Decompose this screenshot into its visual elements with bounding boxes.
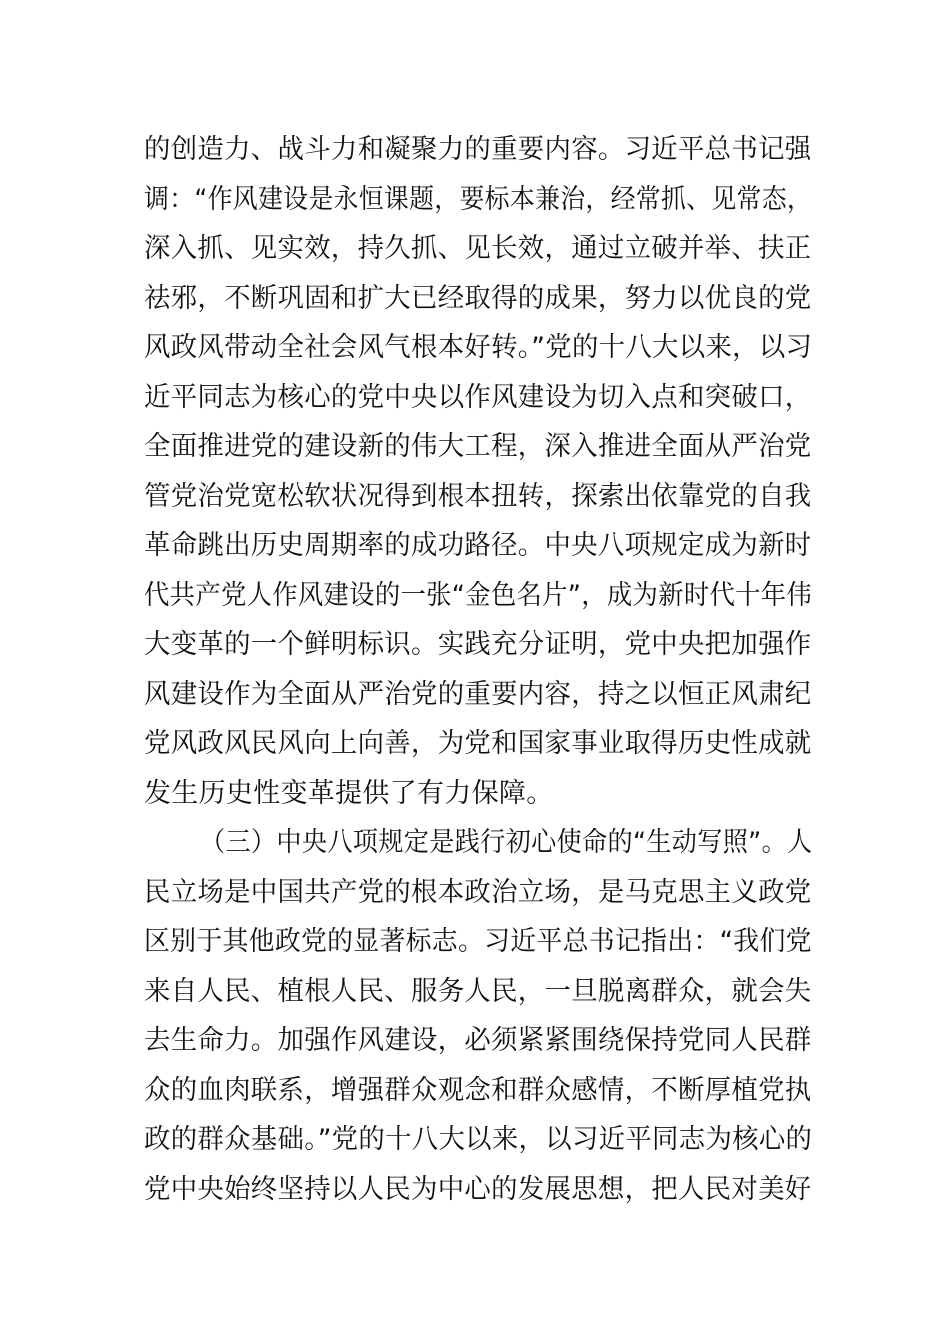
text-line: 风建设作为全面从严治党的重要内容，持之以恒正风肃纪 (144, 679, 812, 710)
text-line: 管党治党宽松软状况得到根本扭转，探索出依靠党的自我 (144, 481, 812, 512)
text-line: 去生命力。加强作风建设，必须紧紧围绕保持党同人民群 (144, 1025, 812, 1056)
text-line: 发生历史性变革提供了有力保障。 (144, 778, 554, 809)
text-line: 革命跳出历史周期率的成功路径。中央八项规定成为新时 (144, 530, 812, 561)
text-line: 风政风带动全社会风气根本好转。”党的十八大以来，以习 (144, 332, 813, 363)
text-line: 大变革的一个鲜明标识。实践充分证明，党中央把加强作 (144, 629, 812, 660)
section-heading-line: （三）中央八项规定是践行初心使命的“生动写照”。人 (200, 827, 813, 858)
text-line: 深入抓、见实效，持久抓、见长效，通过立破并举、扶正 (144, 233, 812, 264)
text-line: 代共产党人作风建设的一张“金色名片”，成为新时代十年伟 (144, 580, 813, 611)
text-line: 政的群众基础。”党的十八大以来，以习近平同志为核心的 (144, 1124, 813, 1155)
text-line: 的创造力、战斗力和凝聚力的重要内容。习近平总书记强 (144, 134, 812, 165)
text-line: 区别于其他政党的显著标志。习近平总书记指出：“我们党 (144, 926, 812, 957)
text-line: 调：“作风建设是永恒课题，要标本兼治，经常抓、见常态， (144, 184, 813, 215)
text-line: 众的血肉联系，增强群众观念和群众感情，不断厚植党执 (144, 1075, 812, 1106)
text-line: 党风政风民风向上向善，为党和国家事业取得历史性成就 (144, 728, 812, 759)
text-line: 近平同志为核心的党中央以作风建设为切入点和突破口， (144, 382, 812, 413)
text-line: 祛邪，不断巩固和扩大已经取得的成果，努力以优良的党 (144, 283, 812, 314)
text-line: 民立场是中国共产党的根本政治立场，是马克思主义政党 (144, 877, 812, 908)
text-line: 全面推进党的建设新的伟大工程，深入推进全面从严治党 (144, 431, 812, 462)
text-line: 来自人民、植根人民、服务人民，一旦脱离群众，就会失 (144, 976, 812, 1007)
text-line: 党中央始终坚持以人民为中心的发展思想，把人民对美好 (144, 1174, 812, 1205)
